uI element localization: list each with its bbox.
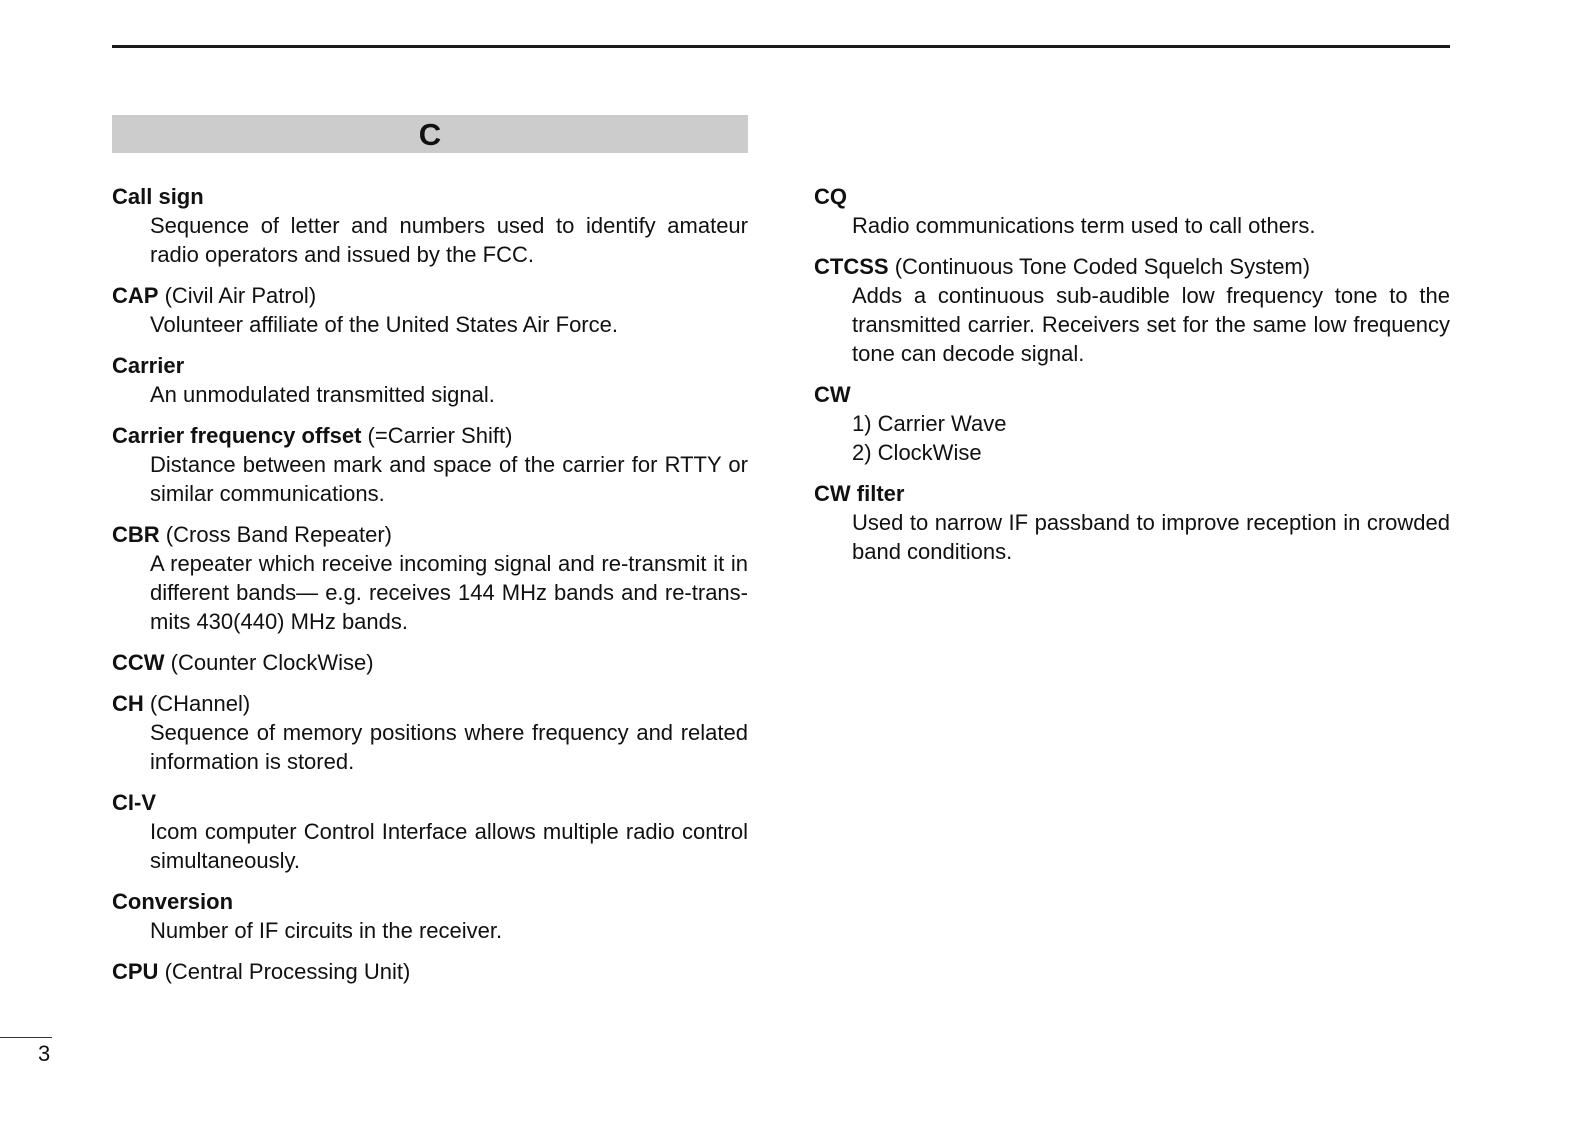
glossary-entry-cw-filter <box>814 479 1450 566</box>
glossary-column-right <box>814 182 1450 578</box>
page-number: 3 <box>38 1041 51 1066</box>
glossary-description: An unmodulated transmitted signal. <box>150 382 495 407</box>
glossary-term: CTCSS <box>814 254 889 279</box>
term-line <box>814 182 1450 211</box>
term-line <box>112 648 748 677</box>
glossary-entry-cq <box>814 182 1450 240</box>
glossary-term: CAP <box>112 283 159 308</box>
glossary-description: Radio communications term used to call others. <box>852 213 1316 238</box>
top-rule <box>112 45 1450 48</box>
glossary-entry-carrier-frequency-offset <box>112 421 748 508</box>
glossary-list-item: 1) Carrier Wave <box>852 411 1007 436</box>
glossary-description: Adds a continuous sub-audible low frequency tone to the transmitted carrier. Receivers set for the same low frequency tone can decode signal. <box>852 283 1450 366</box>
glossary-list-item: 2) ClockWise <box>852 440 982 465</box>
glossary-term: Carrier frequency offset <box>112 423 362 448</box>
glossary-term: Carrier <box>112 353 185 378</box>
glossary-entry-ccw <box>112 648 748 677</box>
glossary-description: Sequence of memory positions where frequency and related information is stored. <box>150 720 748 774</box>
glossary-description: Volunteer affiliate of the United States Air Force. <box>150 312 618 337</box>
term-line <box>814 380 1450 409</box>
section-letter: C <box>418 116 442 152</box>
term-line <box>112 689 748 718</box>
glossary-term: Call sign <box>112 184 204 209</box>
term-line <box>814 479 1450 508</box>
term-line <box>814 252 1450 281</box>
glossary-term-note: (Cross Band Repeater) <box>165 522 393 547</box>
term-line <box>112 281 748 310</box>
term-line <box>112 520 748 549</box>
glossary-entry-call-sign <box>112 182 748 269</box>
glossary-entry-ci-v <box>112 788 748 875</box>
glossary-column-left <box>112 182 748 998</box>
term-line <box>112 182 748 211</box>
glossary-entry-conversion <box>112 887 748 945</box>
glossary-term: CPU <box>112 959 159 984</box>
glossary-term: Conversion <box>112 889 234 914</box>
glossary-term-note: (=Carrier Shift) <box>367 423 513 448</box>
glossary-description: A repeater which receive incoming signal and re-transmit it in different bands— e.g. receives 144 MHz bands and re-trans-mits 430(440) MHz bands. <box>150 551 748 634</box>
term-line <box>112 351 748 380</box>
section-header-c <box>112 115 748 153</box>
glossary-description: Number of IF circuits in the receiver. <box>150 918 503 943</box>
glossary-term-note: (Central Processing Unit) <box>164 959 411 984</box>
glossary-entry-cbr <box>112 520 748 636</box>
glossary-entry-cw <box>814 380 1450 467</box>
glossary-term-note: (CHannel) <box>149 691 251 716</box>
glossary-term: CW <box>814 382 851 407</box>
glossary-term: CH <box>112 691 144 716</box>
glossary-description: Used to narrow IF passband to improve reception in crowded band conditions. <box>852 510 1450 564</box>
glossary-description: Sequence of letter and numbers used to identify amateur radio operators and issued by the FCC. <box>150 213 748 267</box>
glossary-description: Icom computer Control Interface allows multiple radio control simultaneously. <box>150 819 748 873</box>
glossary-entry-ch <box>112 689 748 776</box>
term-line <box>112 788 748 817</box>
glossary-term: CQ <box>814 184 847 209</box>
glossary-description: Distance between mark and space of the carrier for RTTY or similar communications. <box>150 452 748 506</box>
glossary-entry-ctcss <box>814 252 1450 368</box>
glossary-term: CBR <box>112 522 160 547</box>
glossary-term: CI-V <box>112 790 156 815</box>
glossary-term: CCW <box>112 650 165 675</box>
footer-rule <box>0 1037 52 1038</box>
glossary-entry-carrier <box>112 351 748 409</box>
glossary-entry-cap <box>112 281 748 339</box>
glossary-term-note: (Counter ClockWise) <box>170 650 374 675</box>
glossary-term-note: (Civil Air Patrol) <box>164 283 317 308</box>
term-line <box>112 957 748 986</box>
glossary-term-note: (Continuous Tone Coded Squelch System) <box>894 254 1311 279</box>
glossary-entry-cpu <box>112 957 748 986</box>
glossary-term: CW filter <box>814 481 905 506</box>
term-line <box>112 421 748 450</box>
term-line <box>112 887 748 916</box>
